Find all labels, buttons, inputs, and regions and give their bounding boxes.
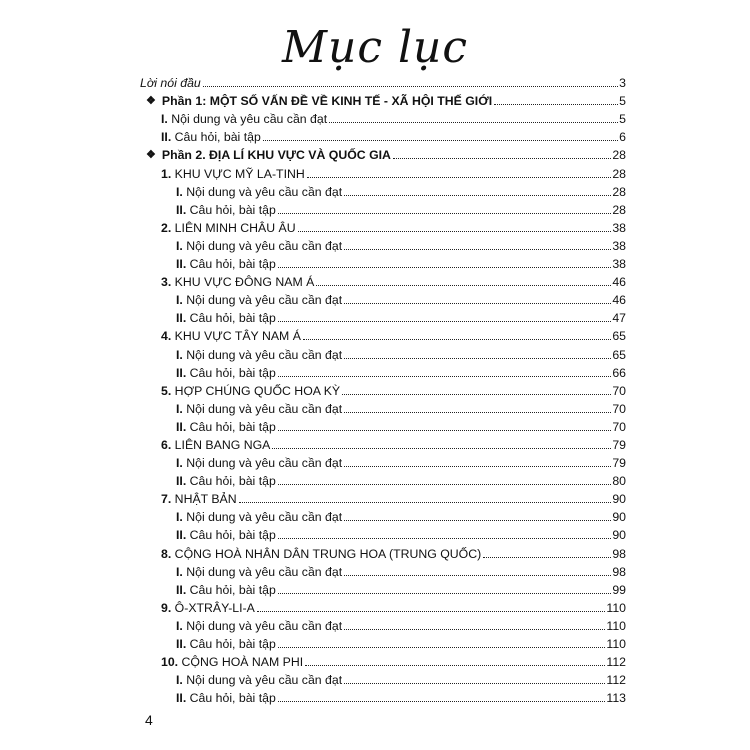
toc-entry[interactable]	[140, 416, 626, 434]
toc-entry-label: II. Câu hỏi, bài tập	[176, 365, 276, 380]
dot-leader	[494, 104, 618, 105]
dot-leader	[344, 249, 611, 250]
toc-entry-label: 10. CỘNG HOÀ NAM PHI	[161, 655, 304, 670]
toc-entry-page: 113	[606, 691, 626, 706]
toc-entry-label: I. Nội dung và yêu cầu cần đạt	[176, 618, 343, 633]
toc-entry-page: 3	[619, 76, 626, 91]
dot-leader	[342, 394, 611, 395]
toc-entry-label: II. Câu hỏi, bài tập	[176, 691, 276, 706]
toc-entry-page: 99	[612, 582, 626, 597]
toc-entry[interactable]	[140, 615, 626, 633]
table-of-contents	[140, 72, 626, 705]
toc-entry-page: 98	[612, 546, 626, 561]
toc-entry-page: 66	[612, 365, 626, 380]
toc-entry-label: 6. LIÊN BANG NGA	[161, 437, 271, 452]
toc-entry-page: 70	[612, 383, 626, 398]
toc-entry-label: II. Câu hỏi, bài tập	[176, 311, 276, 326]
dot-leader	[278, 321, 612, 322]
toc-entry-chapter[interactable]	[140, 380, 626, 398]
toc-entry[interactable]	[140, 362, 626, 380]
toc-entry-label: I. Nội dung và yêu cầu cần đạt	[176, 456, 343, 471]
toc-entry-label: II. Câu hỏi, bài tập	[176, 474, 276, 489]
toc-entry-chapter[interactable]	[140, 271, 626, 289]
dot-leader	[239, 502, 612, 503]
toc-entry-page: 47	[612, 311, 626, 326]
dot-leader	[298, 231, 612, 232]
toc-entry[interactable]	[140, 633, 626, 651]
dot-leader	[278, 701, 606, 702]
toc-entry-chapter[interactable]	[140, 651, 626, 669]
toc-entry[interactable]	[140, 470, 626, 488]
toc-entry-page: 112	[606, 655, 626, 670]
toc-entry-label: 5. HỢP CHÚNG QUỐC HOA KỲ	[161, 383, 341, 398]
toc-entry[interactable]	[140, 108, 626, 126]
toc-entry[interactable]	[140, 561, 626, 579]
toc-entry-part[interactable]	[140, 144, 626, 162]
dot-leader	[344, 303, 611, 304]
toc-entry[interactable]	[140, 669, 626, 687]
toc-entry-page: 70	[612, 419, 626, 434]
dot-leader	[344, 683, 605, 684]
toc-entry-label: II. Câu hỏi, bài tập	[176, 202, 276, 217]
dot-leader	[278, 647, 606, 648]
toc-entry[interactable]	[140, 343, 626, 361]
toc-entry-label: 1. KHU VỰC MỸ LA-TINH	[161, 166, 305, 181]
dot-leader	[344, 466, 611, 467]
toc-entry-label: II. Câu hỏi, bài tập	[176, 528, 276, 543]
toc-entry-page: 28	[612, 184, 626, 199]
dot-leader	[344, 575, 611, 576]
dot-leader	[303, 339, 611, 340]
toc-entry-page: 46	[612, 275, 626, 290]
toc-entry-label: 4. KHU VỰC TÂY NAM Á	[161, 329, 301, 344]
toc-entry-label: Phần 1: MỘT SỐ VẤN ĐỀ VỀ KINH TẾ - XÃ HỘI THẾ GIỚI	[161, 94, 493, 109]
dot-leader	[344, 195, 611, 196]
toc-entry-page: 28	[612, 166, 626, 181]
toc-entry-label: I. Nội dung và yêu cầu cần đạt	[176, 238, 343, 253]
dot-leader	[278, 430, 612, 431]
toc-entry[interactable]	[140, 524, 626, 542]
toc-entry-page: 65	[612, 329, 626, 344]
toc-entry-label: I. Nội dung và yêu cầu cần đạt	[176, 510, 343, 525]
toc-entry-page: 46	[612, 293, 626, 308]
toc-entry-page: 65	[612, 347, 626, 362]
toc-entry-page: 5	[619, 112, 626, 127]
dot-leader	[278, 267, 612, 268]
dot-leader	[305, 665, 605, 666]
toc-entry-chapter[interactable]	[140, 162, 626, 180]
toc-entry-label: Lời nói đầu	[140, 76, 201, 91]
toc-entry-label: 9. Ô-XTRÂY-LI-A	[161, 600, 255, 615]
toc-entry-label: I. Nội dung và yêu cầu cần đạt	[176, 673, 343, 688]
toc-entry-page: 112	[606, 673, 626, 688]
toc-entry[interactable]	[140, 398, 626, 416]
toc-entry-label: II. Câu hỏi, bài tập	[176, 419, 276, 434]
toc-entry-page: 98	[612, 564, 626, 579]
toc-entry[interactable]	[140, 289, 626, 307]
toc-entry-label: II. Câu hỏi, bài tập	[176, 582, 276, 597]
toc-entry-page: 110	[606, 600, 626, 615]
page-number: 4	[145, 712, 153, 728]
toc-entry-page: 70	[612, 401, 626, 416]
toc-entry-page: 38	[612, 220, 626, 235]
dot-leader	[278, 213, 612, 214]
dot-leader	[344, 412, 611, 413]
toc-entry-chapter[interactable]	[140, 542, 626, 560]
toc-entry[interactable]	[140, 235, 626, 253]
toc-entry-label: I. Nội dung và yêu cầu cần đạt	[161, 112, 328, 127]
toc-entry-label: II. Câu hỏi, bài tập	[176, 257, 276, 272]
toc-entry-page: 110	[606, 637, 626, 651]
toc-entry-page: 90	[612, 492, 626, 507]
dot-leader	[483, 557, 611, 558]
toc-entry-page: 5	[619, 94, 626, 109]
toc-entry-chapter[interactable]	[140, 597, 626, 615]
toc-entry-page: 90	[612, 528, 626, 543]
toc-entry-page: 79	[612, 456, 626, 471]
toc-entry[interactable]	[140, 253, 626, 271]
toc-entry-page: 28	[612, 202, 626, 217]
toc-entry[interactable]	[140, 506, 626, 524]
dot-leader	[393, 158, 611, 159]
toc-entry-label: Phần 2. ĐỊA LÍ KHU VỰC VÀ QUỐC GIA	[161, 148, 391, 163]
toc-entry-page: 80	[612, 474, 626, 489]
dot-leader	[307, 177, 612, 178]
dot-leader	[278, 538, 612, 539]
toc-entry-label: II. Câu hỏi, bài tập	[161, 130, 261, 145]
toc-entry-page: 79	[612, 437, 626, 452]
toc-entry-label: I. Nội dung và yêu cầu cần đạt	[176, 184, 343, 199]
toc-entry[interactable]	[140, 199, 626, 217]
dot-leader	[272, 448, 611, 449]
toc-entry[interactable]	[140, 579, 626, 597]
toc-entry-part[interactable]	[140, 90, 626, 108]
toc-entry-page: 38	[612, 257, 626, 272]
toc-entry-label: 3. KHU VỰC ĐÔNG NAM Á	[161, 275, 315, 290]
toc-entry-chapter[interactable]	[140, 325, 626, 343]
toc-entry-label: I. Nội dung và yêu cầu cần đạt	[176, 347, 343, 362]
toc-entry-preface[interactable]	[140, 72, 626, 90]
toc-entry-label: 8. CỘNG HOÀ NHÂN DÂN TRUNG HOA (TRUNG QUỐC)	[161, 546, 482, 561]
dot-leader	[316, 285, 611, 286]
toc-entry-chapter[interactable]	[140, 434, 626, 452]
dot-leader	[263, 140, 618, 141]
dot-leader	[329, 122, 618, 123]
toc-entry-label: I. Nội dung và yêu cầu cần đạt	[176, 564, 343, 579]
toc-entry-label: 7. NHẬT BẢN	[161, 492, 237, 507]
dot-leader	[257, 611, 606, 612]
toc-entry[interactable]	[140, 452, 626, 470]
dot-leader	[278, 593, 612, 594]
toc-entry-page: 6	[619, 130, 626, 145]
toc-entry-page: 38	[612, 238, 626, 253]
diamond-bullet-icon: ❖	[146, 95, 156, 108]
dot-leader	[344, 358, 611, 359]
dot-leader	[203, 86, 618, 87]
toc-entry-label: II. Câu hỏi, bài tập	[176, 637, 276, 651]
toc-entry-label: I. Nội dung và yêu cầu cần đạt	[176, 401, 343, 416]
dot-leader	[278, 376, 612, 377]
dot-leader	[278, 484, 612, 485]
toc-entry-chapter[interactable]	[140, 488, 626, 506]
toc-entry[interactable]	[140, 181, 626, 199]
toc-entry-page: 110	[606, 618, 626, 633]
toc-entry-chapter[interactable]	[140, 217, 626, 235]
dot-leader	[344, 629, 605, 630]
toc-entry[interactable]	[140, 687, 626, 705]
dot-leader	[344, 520, 611, 521]
toc-entry[interactable]	[140, 307, 626, 325]
toc-entry-page: 28	[612, 148, 626, 163]
toc-entry-label: I. Nội dung và yêu cầu cần đạt	[176, 293, 343, 308]
diamond-bullet-icon: ❖	[146, 149, 156, 162]
toc-entry-label: 2. LIÊN MINH CHÂU ÂU	[161, 220, 296, 235]
toc-entry-page: 90	[612, 510, 626, 525]
toc-entry[interactable]	[140, 126, 626, 144]
page-title: Mục lục	[281, 22, 469, 73]
